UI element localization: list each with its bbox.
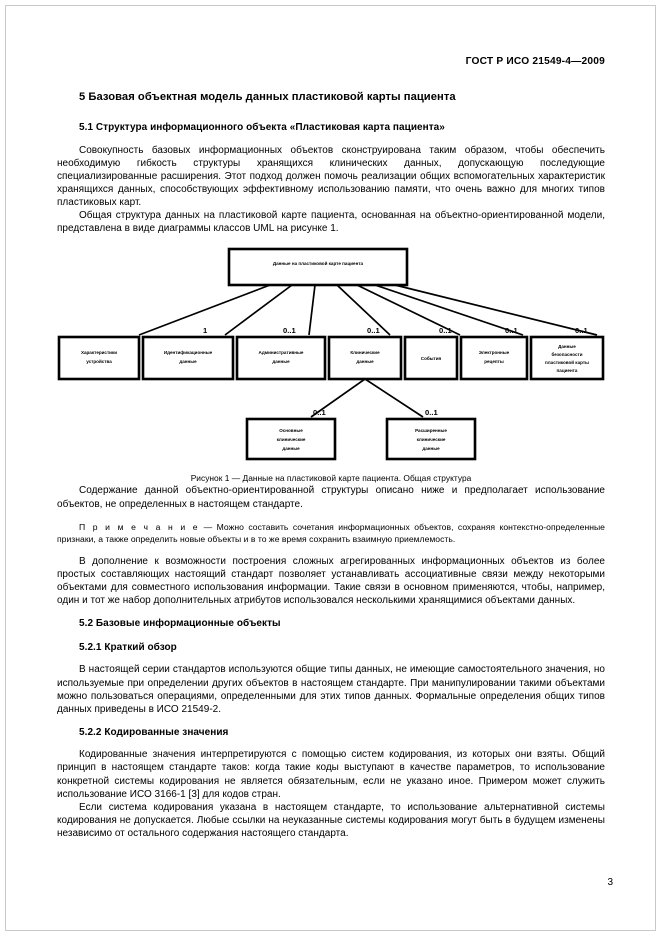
mult-ident: 1 — [203, 326, 208, 336]
figure-connectors-level2 — [311, 379, 423, 417]
figure-node-ident — [143, 337, 233, 379]
figure-node-device — [59, 337, 139, 379]
figure-node-root — [229, 249, 407, 285]
paragraph-5-2-1-1: В настоящей серии стандартов используются общие типы данных, не имеющие самостоятельного значения, но используемые при определении других объектов в настоящем стандарте. При манипулировании такими объектами можно пользоваться операциями, определенными для этих типов данных. Формальные определения общих типов данных приведены в ИСО 21549-2. — [57, 664, 605, 715]
spacer — [57, 607, 605, 617]
spacer — [57, 135, 605, 144]
label: Административные — [258, 350, 304, 356]
paragraph-5-2-2-2: Если система кодирования указана в настоящем стандарте, то использование альтернативной системы кодирования не допускается. Любые ссылки на неуказанные системы кодирования могут быть в будущем изменены независимо от остального содержания настоящего стандарта. — [57, 801, 605, 839]
paragraph-5-2-2-1: Кодированные значения интерпретируются с помощью систем кодирования, из которых они взяты. Общий принцип в настоящем стандарте таков: когда такие коды выступают в качестве параметров, то использование конкретной системы кодирования не является обязательным, если не указано иное. Примером может служить использование ИСО 3166-1 [3] для кодов стран. — [57, 749, 605, 800]
figure-node-eprescr — [461, 337, 527, 379]
label: пациента — [556, 368, 578, 374]
figure-node-clin-extended — [387, 419, 475, 459]
figure-node-events — [405, 337, 457, 379]
label: устройства — [86, 359, 112, 365]
mult-clinical: 0..1 — [367, 326, 380, 336]
spacer — [57, 545, 605, 555]
label: Основные — [279, 428, 303, 434]
mult-security: 0..1 — [575, 326, 588, 336]
figure-multiplicities-level1 — [203, 326, 588, 335]
label: данные — [356, 359, 374, 365]
label: События — [420, 356, 442, 362]
figure-1-uml-diagram — [57, 247, 605, 484]
label: безопасности — [551, 352, 583, 358]
mult-admin: 0..1 — [283, 326, 296, 336]
label: Расширенные — [415, 428, 447, 434]
heading-section-5-1: 5.1 Структура информационного объекта «Пластиковая карта пациента» — [79, 122, 445, 134]
note-dash: — — [199, 521, 217, 532]
page-number: 3 — [607, 877, 613, 888]
standard-header: ГОСТ Р ИСО 21549-4—2009 — [465, 56, 605, 67]
label: Электронные — [478, 350, 510, 356]
figure-node-security — [531, 337, 603, 379]
heading-section-5-2-2: 5.2.2 Кодированные значения — [79, 726, 229, 738]
note-label: П р и м е ч а н и е — [79, 521, 200, 532]
spacer — [57, 631, 605, 641]
figure-1-caption: Рисунок 1 — Данные на пластиковой карте пациента. Общая структура — [190, 473, 472, 484]
label: клинические — [416, 437, 446, 443]
paragraph-5-1-1: Совокупность базовых информационных объектов сконструирована таким образом, чтобы обеспечить необходимую гибкость структуры хранящихся клинических данных, допускающую последующие специализированные расширения. Этот подход должен помочь реализации общих вспомогательных характеристик хранящихся данных, способствующих эффективному использованию памяти, что очень важно для многих типов пластиковых карт. — [57, 144, 605, 209]
spacer — [57, 716, 605, 726]
label: Идентификационные — [163, 350, 213, 356]
heading-section-5-2: 5.2 Базовые информационные объекты — [79, 618, 281, 630]
figure-node-clin-basic — [247, 419, 335, 459]
note-text: Можно составить сочетания информационных объектов, сохраняя контекстно-определенные признаки, а также определить новые объекты и в то же время сохранить взаимную приемлемость. — [57, 521, 605, 544]
label: данные — [282, 446, 300, 452]
spacer — [57, 739, 605, 748]
mult-events: 0..1 — [439, 326, 452, 336]
spacer — [57, 105, 605, 121]
page-content — [57, 56, 605, 840]
paragraph-5-1-4: В дополнение к возможности построения сложных агрегированных информационных объектов из более простых составляющих настоящий стандарт позволяет устанавливать ассоциативные связи между некоторыми объектами для совместного использования информации. Такие связи в основном применяются, чтобы, например, один и тот же набор дополнительных атрибутов использовался несколькими хранящимися объектами данных. — [57, 556, 605, 607]
note-paragraph — [57, 521, 605, 545]
label: данные — [422, 446, 440, 452]
paragraph-5-1-2: Общая структура данных на пластиковой карте пациента, основанная на объектно-ориентированной модели, представлена в виде диаграммы классов UML на рисунке 1. — [57, 210, 605, 235]
spacer — [57, 511, 605, 521]
label: Данные — [558, 344, 576, 350]
spacer — [57, 654, 605, 663]
figure-node-clinical — [329, 337, 401, 379]
heading-section-5: 5 Базовая объектная модель данных пластиковой карты пациента — [79, 91, 456, 104]
mult-eprescr: 0..1 — [505, 326, 518, 336]
label: Клинические — [350, 350, 380, 356]
label: Характеристики — [80, 350, 118, 356]
label: рецепты — [484, 359, 504, 365]
heading-section-5-2-1: 5.2.1 Краткий обзор — [79, 641, 177, 653]
label: пластиковой карты — [545, 360, 589, 366]
paragraph-5-1-3: Содержание данной объектно-ориентированной структуры описано ниже и предполагает использование объектов, не определенных в настоящем стандарте. — [57, 485, 605, 510]
mult-clin-basic: 0..1 — [313, 408, 326, 418]
figure-node-admin — [237, 337, 325, 379]
figure-node-root-label: Данные на пластиковой карте пациента — [272, 261, 364, 267]
label: данные — [179, 359, 197, 365]
mult-clin-extended: 0..1 — [425, 408, 438, 418]
label: клинические — [276, 437, 306, 443]
label: данные — [272, 359, 290, 365]
